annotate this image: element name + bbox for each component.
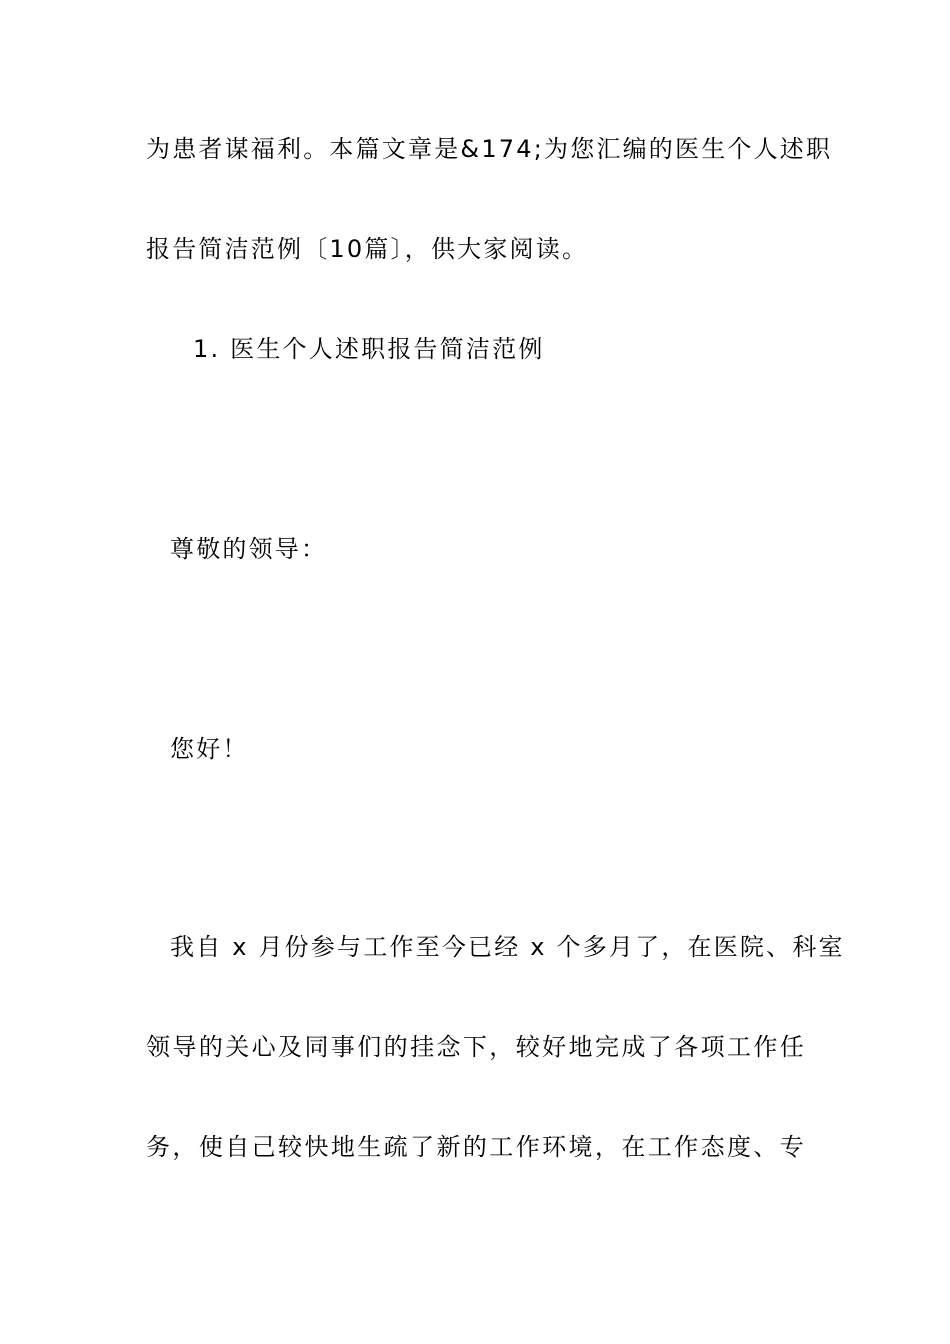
section-heading: 1. 医生个人述职报告简洁范例 <box>193 335 545 363</box>
greeting: 您好！ <box>170 735 249 763</box>
body-paragraph-line-2: 领导的关心及同事们的挂念下，较好地完成了各项工作任 <box>146 1033 806 1061</box>
body-paragraph-line-1: 我自 x 月份参与工作至今已经 x 个多月了，在医院、科室 <box>170 933 845 961</box>
salutation: 尊敬的领导： <box>170 535 328 563</box>
paragraph-intro-line-1: 为患者谋福利。本篇文章是&174;为您汇编的医生个人述职 <box>146 135 833 163</box>
body-paragraph-line-3: 务，使自己较快地生疏了新的工作环境，在工作态度、专 <box>146 1133 806 1161</box>
paragraph-intro-line-2: 报告简洁范例〔10篇〕，供大家阅读。 <box>146 235 589 263</box>
